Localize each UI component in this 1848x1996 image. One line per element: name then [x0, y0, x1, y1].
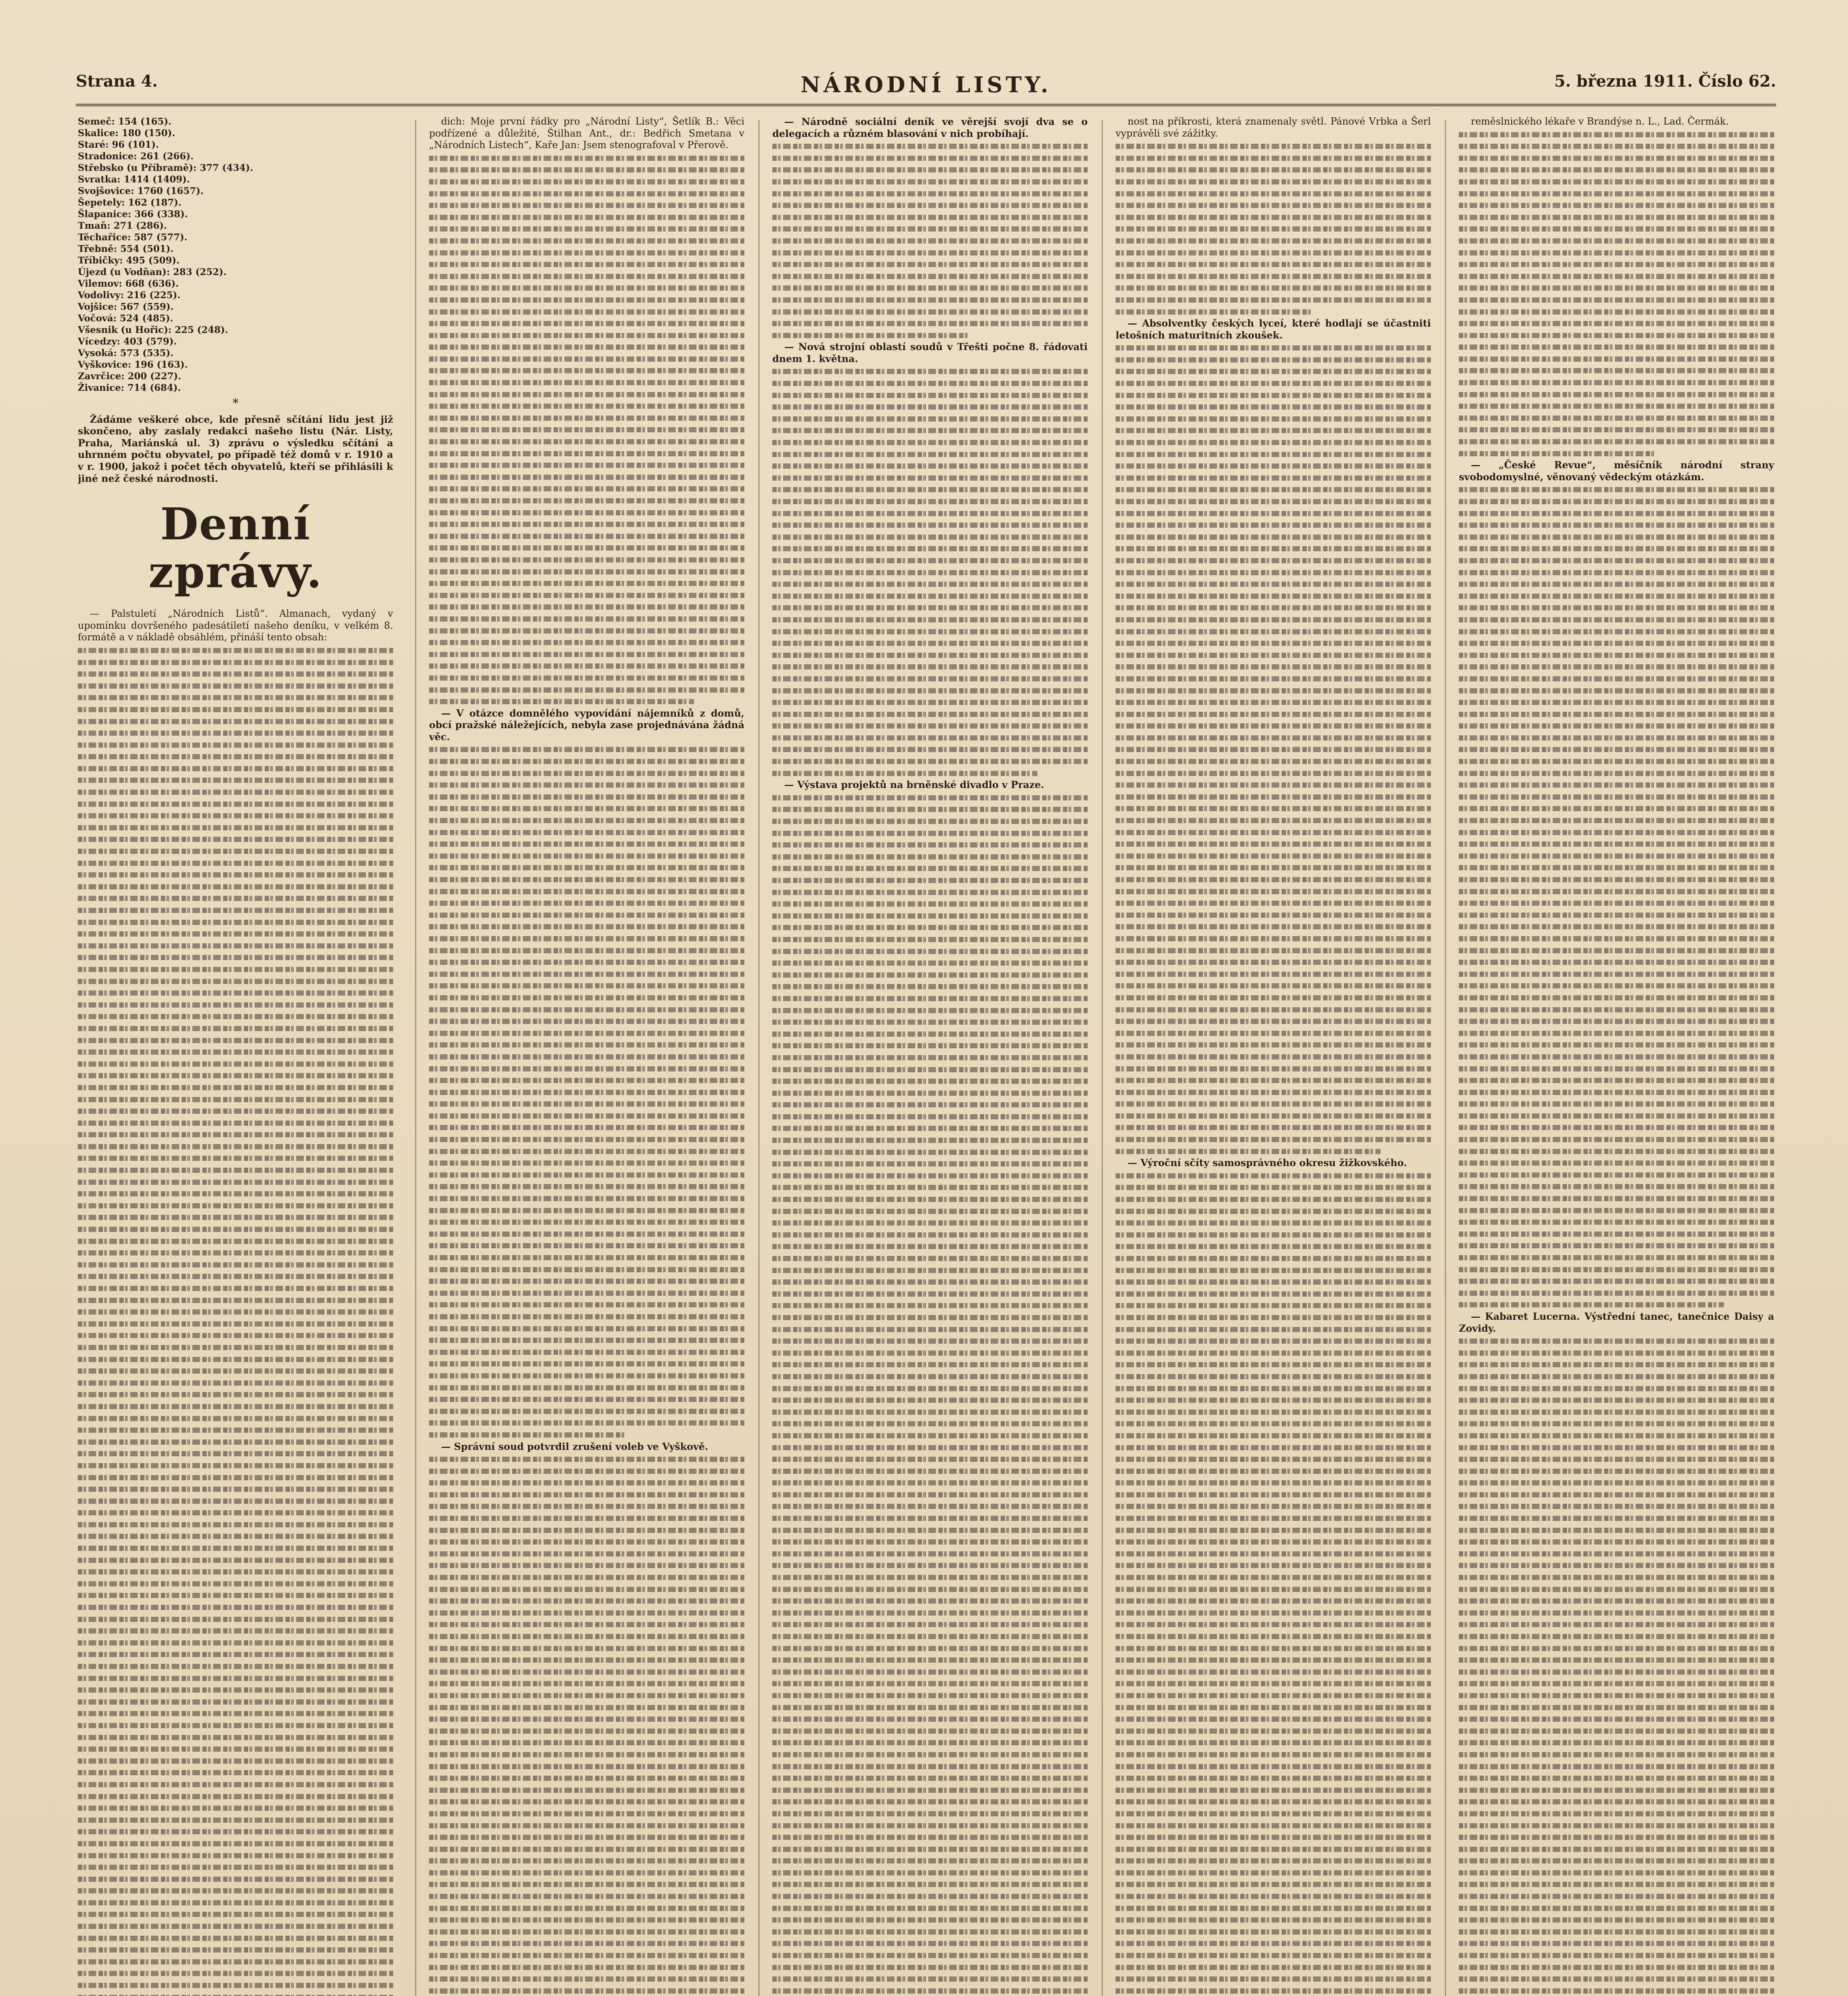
text-block: [1116, 140, 1431, 317]
stats-row: Šlapanice: 366 (338).: [78, 209, 188, 220]
column-rule: [758, 120, 760, 1996]
text-block: [1116, 342, 1431, 1157]
text-block: [429, 152, 744, 707]
text-block: [1459, 129, 1774, 459]
column-3: [772, 116, 1088, 1996]
stats-row: Vysoká: 573 (535).: [78, 348, 174, 358]
text-block: [1459, 1335, 1774, 1996]
article-lead: — Palstuletí „Národních Listů“. Almanach, vydaný v upomínku dovršeného padesátiletí našeho deníku, v velkém 8. formátě a v nákladě obsáhlém, přináší tento obsah:: [78, 608, 393, 643]
stats-row: Svojšovice: 1760 (1657).: [78, 186, 204, 196]
stats-row: Těchařice: 587 (577).: [78, 232, 188, 243]
article-heading: — V otázce domnělého vypovídání nájemníků z domů, obcí pražské náležejících, nebyla zase projednávána žádná věc.: [429, 707, 744, 743]
text-block: [772, 140, 1088, 341]
article-heading: — Výroční sčíty samosprávného okresu žižkovského.: [1128, 1157, 1407, 1169]
text-block: [429, 743, 744, 1440]
stats-row: Zavrčice: 200 (227).: [78, 371, 181, 382]
intro-paragraph: Žádáme veškeré obce, kde přesně sčítání lidu jest již skončeno, aby zaslaly redakci našeho listu (Nár. Listy, Praha, Mariánská ul. 3) zprávu o výsledku sčítání a uhrnném počtu obyvatel, po případě též domů v r. 1910 a v r. 1900, jakož i počet těch obyvatelů, kteří se přihlásili k jiné než české národnosti.: [78, 413, 393, 484]
column-rule: [415, 120, 416, 1996]
stats-row: Vícedzy: 403 (579).: [78, 336, 177, 347]
article-heading: — Výstava projektů na brněnské divadlo v Praze.: [784, 779, 1045, 791]
stats-row: Svratka: 1414 (1409).: [78, 174, 190, 185]
stats-row: Třebně: 554 (501).: [78, 244, 174, 254]
article-heading: — Nová strojní oblastí soudů v Třešti počne 8. řádovati dnem 1. května.: [772, 341, 1088, 364]
issue-date: 5. března 1911. Číslo 62.: [1554, 72, 1776, 91]
article-heading: — Národně sociální deník ve věrejší svojí dva se o delegacích a různém blasování v nich probíhají.: [772, 116, 1088, 139]
stats-row: Šepetely: 162 (187).: [78, 197, 182, 208]
column-rule: [1445, 120, 1446, 1996]
column-1: [78, 116, 393, 1996]
column-rule: [1102, 120, 1103, 1996]
stats-row: Újezd (u Vodňan): 283 (252).: [78, 267, 227, 277]
text-block: [429, 1453, 744, 1996]
stats-row: Staré: 96 (101).: [78, 139, 159, 150]
census-stats-list: [78, 116, 393, 394]
text-block: [772, 792, 1088, 1996]
column-4: [1116, 116, 1431, 1996]
stats-row: Vyškovice: 196 (163).: [78, 359, 188, 370]
article-heading: — „České Revue“, měsíčník národní strany svobodomyslné, věnovaný vědeckým otázkám.: [1459, 459, 1774, 483]
column-5: [1459, 116, 1774, 1996]
stats-row: Střebsko (u Příbramě): 377 (434).: [78, 162, 253, 173]
text-block: [1116, 1170, 1431, 1996]
article-heading: — Správní soud potvrdil zrušení voleb ve Vyškově.: [441, 1440, 708, 1452]
masthead: [76, 68, 1776, 106]
stats-row: Stradonice: 261 (266).: [78, 151, 194, 162]
stats-row: Vojšice: 567 (559).: [78, 301, 174, 312]
newspaper-title: NÁRODNÍ LISTY.: [800, 72, 1052, 97]
stats-row: Vilemov: 668 (636).: [78, 278, 179, 289]
page-number: Strana 4.: [76, 72, 158, 91]
section-heading: Denní zprávy.: [148, 498, 323, 598]
article-lead: dich: Moje první řádky pro „Národní Listy“, Šetlík B.: Věci podřízené a důležité, Štilhan Ant., dr.: Bedřich Smetana v „Národních Listech“, Kaře Jan: Jsem stenografoval v Přerově.: [429, 116, 744, 151]
column-2: [429, 116, 744, 1996]
text-block: [78, 644, 393, 1996]
text-block: [772, 365, 1088, 779]
stats-row: Semeč: 154 (165).: [78, 116, 172, 127]
stats-row: Skalice: 180 (150).: [78, 128, 175, 139]
separator-star: *: [232, 396, 239, 410]
stats-row: Vočová: 524 (485).: [78, 313, 173, 324]
article-lead: nost na příkrosti, která znamenaly světl. Pánové Vrbka a Šerl vyprávěli své zážitky.: [1116, 116, 1431, 139]
article-heading: — Absolventky českých lyceí, které hodlají se účastniti letošních maturitních zkoušek.: [1116, 317, 1431, 341]
stats-row: Vodolivy: 216 (225).: [78, 290, 180, 301]
stats-row: Tříbičky: 495 (509).: [78, 255, 180, 266]
text-block: [1459, 483, 1774, 1311]
stats-row: Všesnik (u Hořic): 225 (248).: [78, 325, 228, 335]
stats-row: Tmaň: 271 (286).: [78, 220, 167, 231]
stats-row: Živanice: 714 (684).: [78, 382, 181, 393]
article-lead: reměslnického lékaře v Brandýse n. L., Lad. Čermák.: [1471, 116, 1729, 127]
article-heading: — Kabaret Lucerna. Výstřední tanec, tanečnice Daisy a Zovidy.: [1459, 1310, 1774, 1334]
